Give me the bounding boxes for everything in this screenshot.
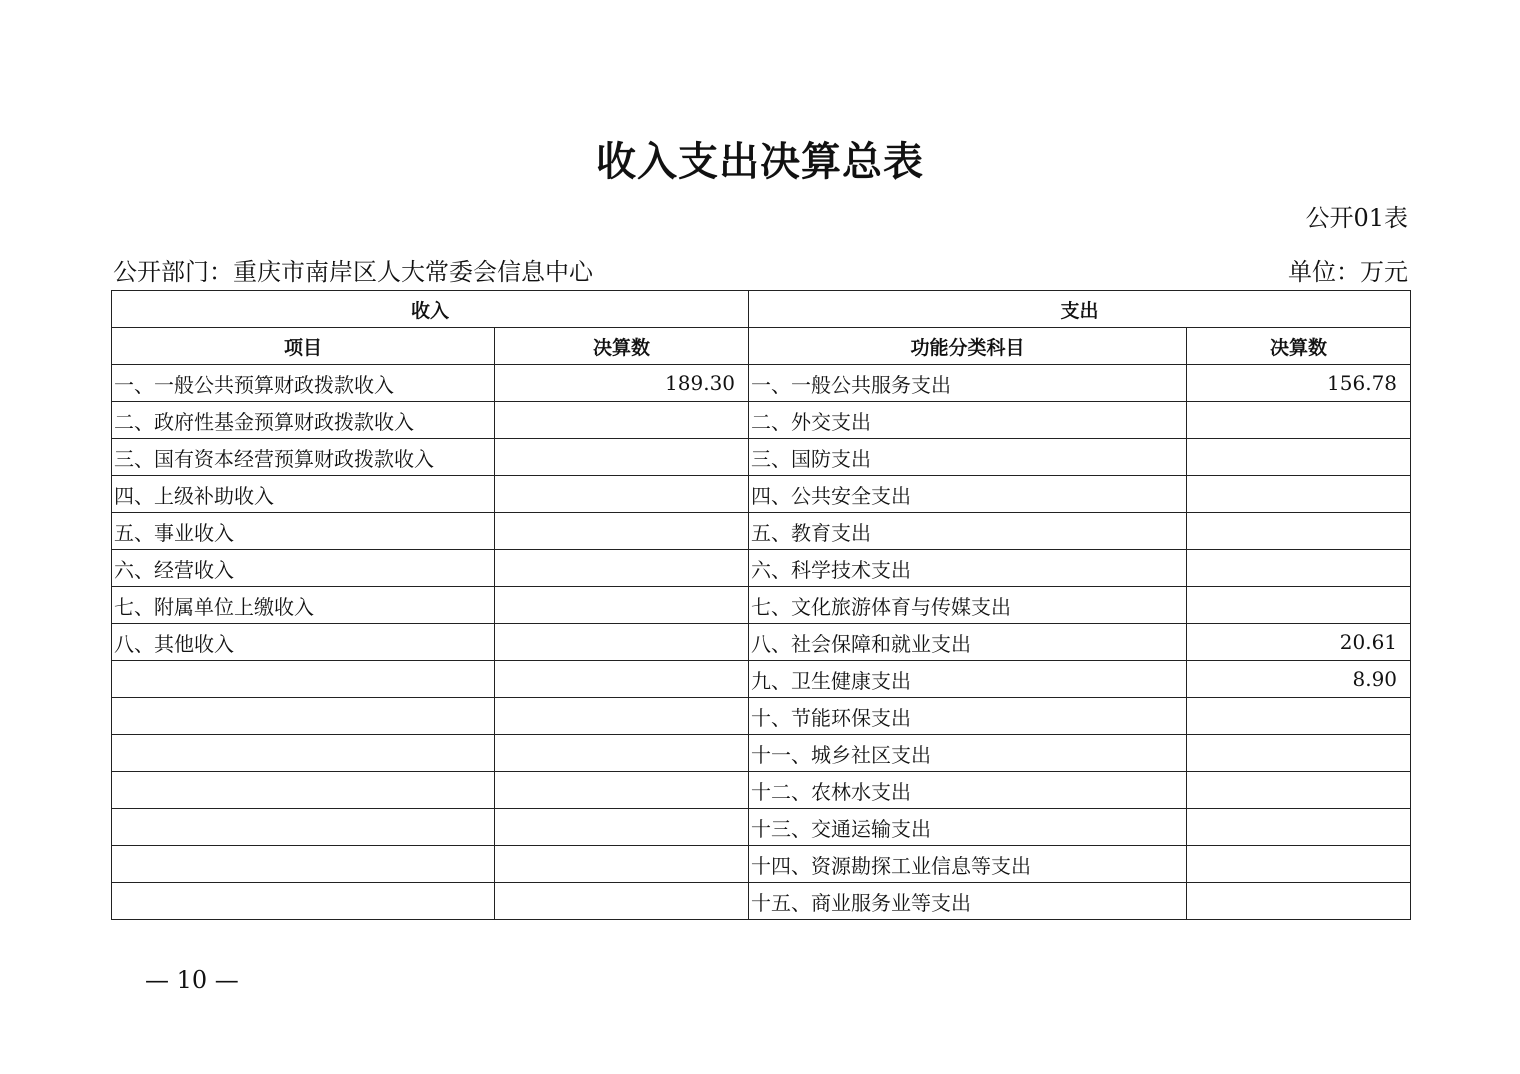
table-row xyxy=(112,846,1411,883)
income-amount-cell xyxy=(495,587,749,624)
expense-item-cell: 五、教育支出 xyxy=(749,513,1187,550)
table-row xyxy=(112,772,1411,809)
page-title: 收入支出决算总表 xyxy=(596,138,924,185)
expense-amount-cell xyxy=(1187,476,1411,513)
table-row xyxy=(112,402,1411,439)
table-row xyxy=(112,476,1411,513)
income-item-cell xyxy=(112,698,495,735)
expense-item-cell: 六、科学技术支出 xyxy=(749,550,1187,587)
expense-header: 支出 xyxy=(749,291,1411,328)
table-row xyxy=(112,513,1411,550)
table-row xyxy=(112,365,1411,402)
income-item-cell: 六、经营收入 xyxy=(112,550,495,587)
expense-item-cell: 十二、农林水支出 xyxy=(749,772,1187,809)
income-amount-cell xyxy=(495,846,749,883)
income-item-cell: 七、附属单位上缴收入 xyxy=(112,587,495,624)
page-number: — 10 — xyxy=(145,966,239,994)
expense-item-cell: 九、卫生健康支出 xyxy=(749,661,1187,698)
income-item-cell xyxy=(112,772,495,809)
income-item-cell: 三、国有资本经营预算财政拨款收入 xyxy=(112,439,495,476)
expense-amount-cell: 20.61 xyxy=(1187,624,1411,661)
income-amount-cell xyxy=(495,809,749,846)
table-row xyxy=(112,698,1411,735)
unit-label: 单位：万元 xyxy=(1288,258,1408,286)
expense-item-cell: 一、一般公共服务支出 xyxy=(749,365,1187,402)
income-header: 收入 xyxy=(112,291,749,328)
income-amount-cell xyxy=(495,402,749,439)
income-amount-column-header: 决算数 xyxy=(495,328,749,365)
expense-item-cell: 十一、城乡社区支出 xyxy=(749,735,1187,772)
income-amount-cell xyxy=(495,661,749,698)
expense-amount-cell xyxy=(1187,587,1411,624)
income-expense-table xyxy=(111,290,1411,920)
income-amount-cell xyxy=(495,476,749,513)
table-row xyxy=(112,587,1411,624)
expense-item-cell: 十、节能环保支出 xyxy=(749,698,1187,735)
expense-amount-column-header: 决算数 xyxy=(1187,328,1411,365)
income-amount-cell xyxy=(495,698,749,735)
expense-amount-cell xyxy=(1187,402,1411,439)
table-row xyxy=(112,735,1411,772)
expense-amount-cell xyxy=(1187,513,1411,550)
income-amount-cell xyxy=(495,772,749,809)
expense-item-cell: 七、文化旅游体育与传媒支出 xyxy=(749,587,1187,624)
expense-amount-cell: 8.90 xyxy=(1187,661,1411,698)
income-item-cell xyxy=(112,809,495,846)
expense-item-cell: 二、外交支出 xyxy=(749,402,1187,439)
income-item-cell: 二、政府性基金预算财政拨款收入 xyxy=(112,402,495,439)
expense-amount-cell xyxy=(1187,883,1411,920)
table-row xyxy=(112,439,1411,476)
expense-amount-cell xyxy=(1187,698,1411,735)
table-row xyxy=(112,809,1411,846)
income-item-cell xyxy=(112,661,495,698)
table-row xyxy=(112,624,1411,661)
table-row xyxy=(112,550,1411,587)
income-amount-cell xyxy=(495,513,749,550)
income-amount-cell: 189.30 xyxy=(495,365,749,402)
income-item-cell: 一、一般公共预算财政拨款收入 xyxy=(112,365,495,402)
income-item-cell: 四、上级补助收入 xyxy=(112,476,495,513)
income-item-cell: 八、其他收入 xyxy=(112,624,495,661)
income-amount-cell xyxy=(495,439,749,476)
table-row xyxy=(112,883,1411,920)
income-item-cell xyxy=(112,883,495,920)
expense-amount-cell xyxy=(1187,439,1411,476)
income-item-cell: 五、事业收入 xyxy=(112,513,495,550)
expense-item-cell: 三、国防支出 xyxy=(749,439,1187,476)
expense-amount-cell xyxy=(1187,550,1411,587)
expense-amount-cell xyxy=(1187,846,1411,883)
department-label: 公开部门：重庆市南岸区人大常委会信息中心 xyxy=(113,258,593,286)
income-amount-cell xyxy=(495,883,749,920)
income-item-cell xyxy=(112,846,495,883)
expense-amount-cell: 156.78 xyxy=(1187,365,1411,402)
table-code: 公开01表 xyxy=(1305,204,1408,232)
income-amount-cell xyxy=(495,624,749,661)
expense-item-cell: 八、社会保障和就业支出 xyxy=(749,624,1187,661)
expense-item-cell: 十五、商业服务业等支出 xyxy=(749,883,1187,920)
item-column-header: 项目 xyxy=(112,328,495,365)
table-row xyxy=(112,661,1411,698)
expense-amount-cell xyxy=(1187,735,1411,772)
expense-amount-cell xyxy=(1187,772,1411,809)
income-amount-cell xyxy=(495,735,749,772)
income-item-cell xyxy=(112,735,495,772)
expense-item-cell: 十三、交通运输支出 xyxy=(749,809,1187,846)
expense-amount-cell xyxy=(1187,809,1411,846)
category-column-header: 功能分类科目 xyxy=(749,328,1187,365)
expense-item-cell: 四、公共安全支出 xyxy=(749,476,1187,513)
table-body xyxy=(112,365,1411,920)
income-amount-cell xyxy=(495,550,749,587)
expense-item-cell: 十四、资源勘探工业信息等支出 xyxy=(749,846,1187,883)
